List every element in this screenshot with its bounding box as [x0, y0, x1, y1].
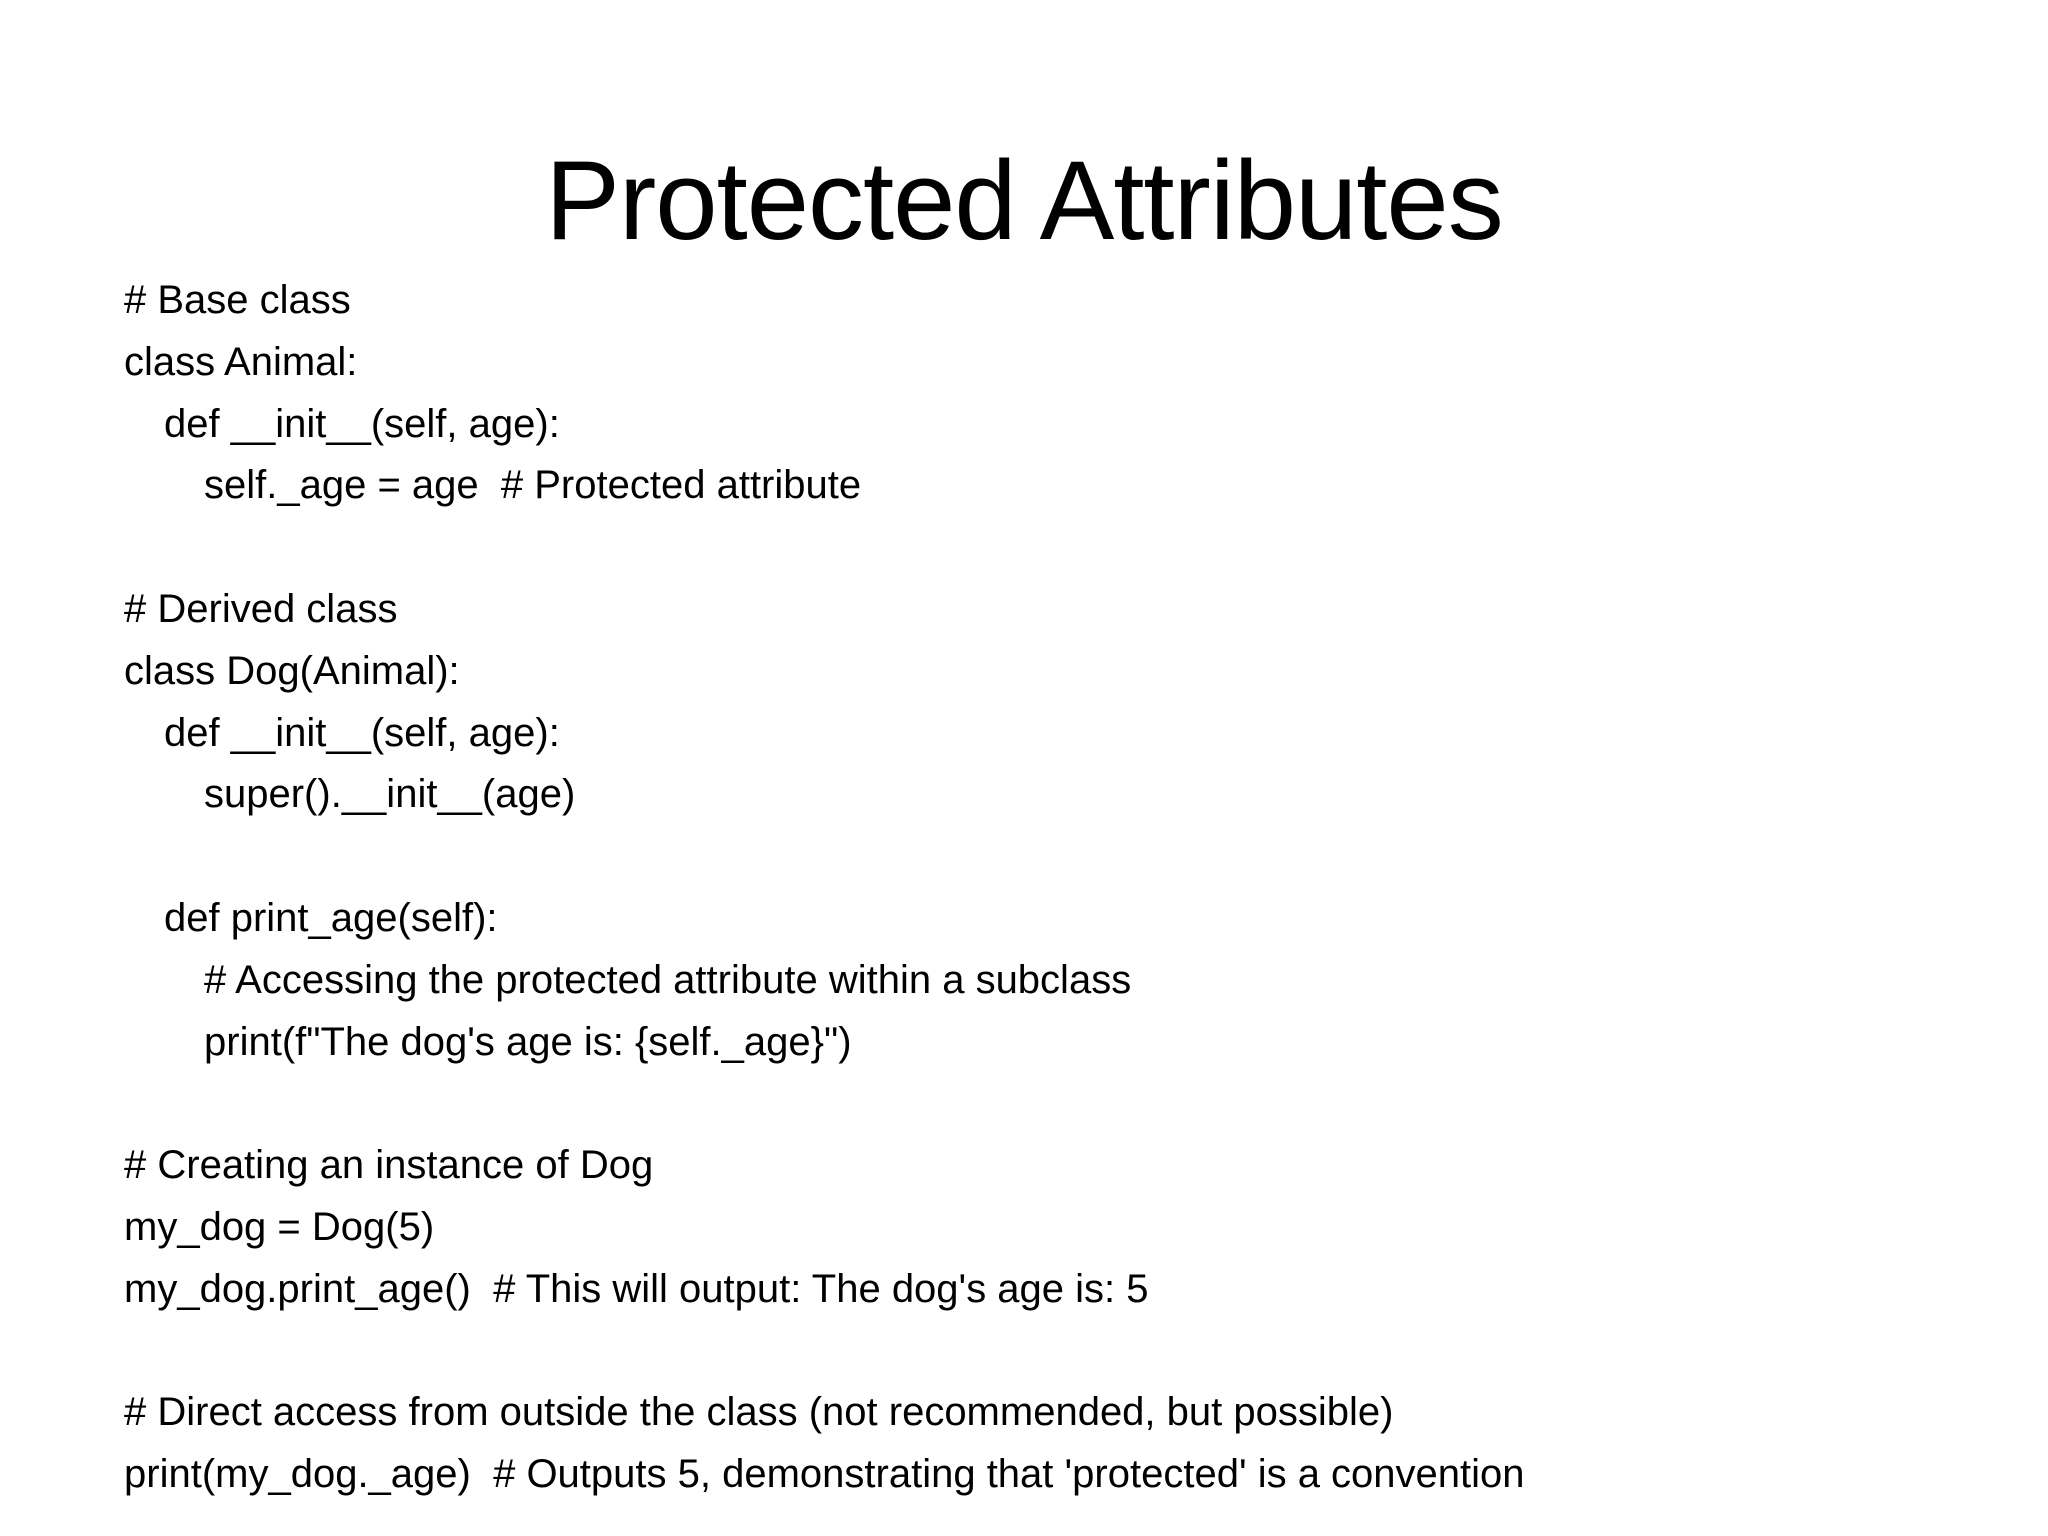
code-line: class Animal: [124, 339, 358, 384]
code-line: my_dog.print_age() # This will output: The dog's age is: 5 [124, 1266, 1149, 1311]
blank-line [124, 1073, 2004, 1135]
code-line: # Derived class [124, 586, 398, 631]
blank-line [124, 826, 2004, 888]
blank-line [124, 1321, 2004, 1383]
code-line: def print_age(self): [164, 895, 498, 940]
code-line: my_dog = Dog(5) [124, 1204, 435, 1249]
slide-title: Protected Attributes [545, 138, 1503, 263]
code-line: print(f"The dog's age is: {self._age}") [204, 1019, 852, 1064]
code-listing [124, 270, 2004, 1506]
code-line: self._age = age # Protected attribute [204, 463, 862, 508]
code-line: # Base class [124, 278, 351, 322]
code-line: # Creating an instance of Dog [124, 1143, 654, 1188]
code-line: print(my_dog._age) # Outputs 5, demonstrating that 'protected' is a convention [124, 1452, 1525, 1497]
code-line: super().__init__(age) [204, 772, 576, 817]
code-line: def __init__(self, age): [164, 710, 560, 755]
code-line: class Dog(Animal): [124, 648, 460, 693]
code-line: # Direct access from outside the class (not recommended, but possible) [124, 1390, 1394, 1435]
code-line: # Accessing the protected attribute within a subclass [204, 957, 1132, 1002]
blank-line [124, 517, 2004, 579]
code-line: def __init__(self, age): [164, 401, 560, 446]
